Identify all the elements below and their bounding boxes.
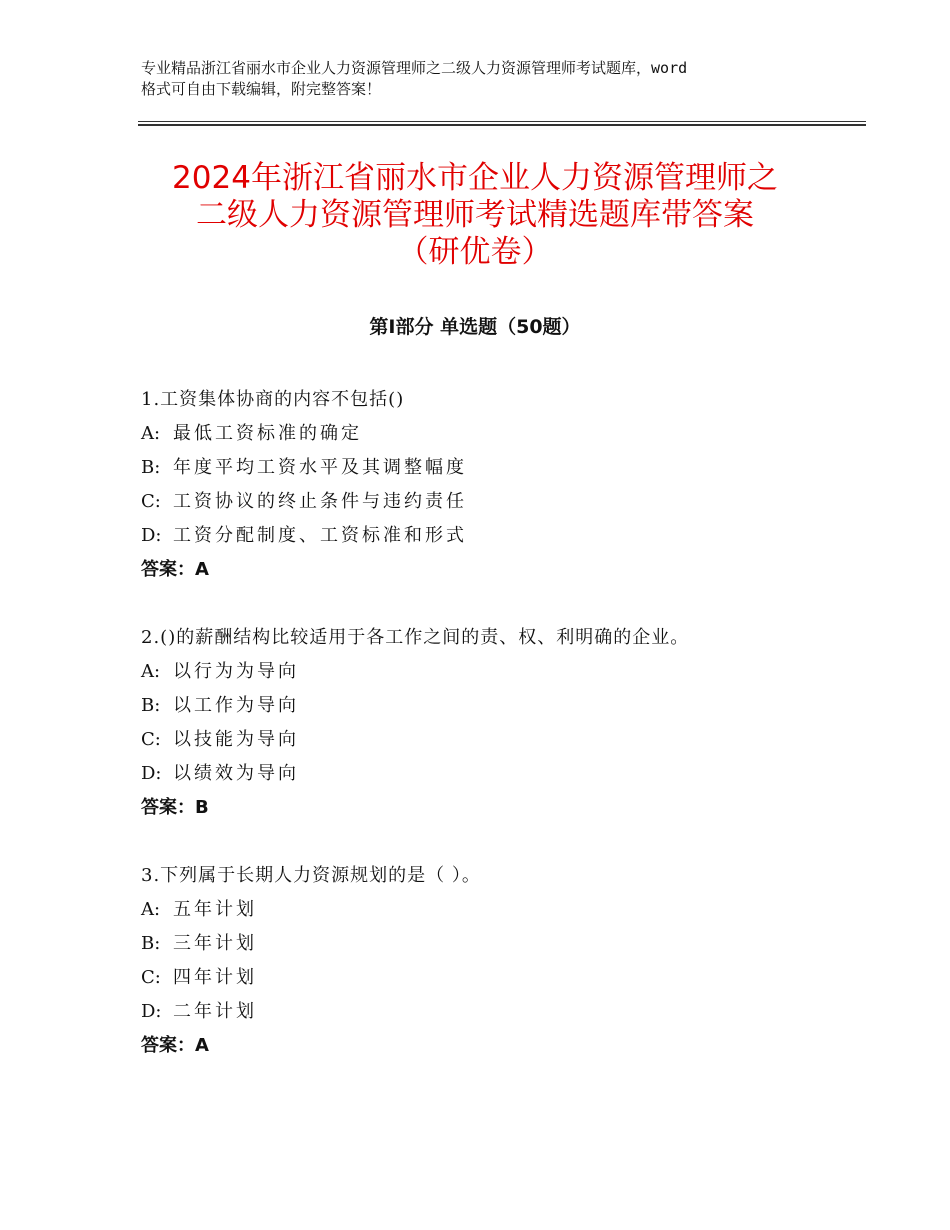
question-stem: 3.下列属于长期人力资源规划的是（ ）。	[141, 865, 481, 886]
option-d	[141, 519, 861, 553]
option-text: 工资分配制度、工资标准和形式	[173, 525, 467, 546]
option-key: A:	[141, 899, 161, 920]
answer-label: 答案：B	[141, 797, 209, 818]
option-c	[141, 723, 861, 757]
option-key: D:	[141, 1001, 162, 1022]
option-key: B:	[141, 933, 161, 954]
header-note-line-1: 专业精品浙江省丽水市企业人力资源管理师之二级人力资源管理师考试题库，word	[141, 59, 688, 77]
option-key: A:	[141, 423, 161, 444]
question-list	[141, 383, 861, 1097]
option-c	[141, 961, 861, 995]
option-key: D:	[141, 525, 162, 546]
question-stem: 1.工资集体协商的内容不包括()	[141, 389, 405, 410]
option-b	[141, 451, 861, 485]
option-a	[141, 417, 861, 451]
question-2	[141, 621, 861, 825]
option-text: 五年计划	[173, 899, 257, 920]
option-key: B:	[141, 695, 161, 716]
option-a	[141, 655, 861, 689]
question-3	[141, 859, 861, 1063]
question-1	[141, 383, 861, 587]
option-b	[141, 927, 861, 961]
option-key: C:	[141, 491, 161, 512]
option-text: 三年计划	[173, 933, 257, 954]
question-stem: 2.()的薪酬结构比较适用于各工作之间的责、权、利明确的企业。	[141, 627, 690, 648]
option-d	[141, 995, 861, 1029]
option-d	[141, 757, 861, 791]
option-text: 以行为为导向	[173, 661, 299, 682]
option-key: C:	[141, 729, 161, 750]
option-key: A:	[141, 661, 161, 682]
option-b	[141, 689, 861, 723]
option-text: 以工作为导向	[173, 695, 299, 716]
header-divider-thick	[138, 124, 866, 126]
option-text: 二年计划	[173, 1001, 257, 1022]
option-key: D:	[141, 763, 162, 784]
document-title-line-3: （研优卷）	[397, 234, 553, 270]
option-a	[141, 893, 861, 927]
option-c	[141, 485, 861, 519]
answer-label: 答案：A	[141, 1035, 209, 1056]
section-heading: 第Ⅰ部分 单选题（50题）	[369, 316, 581, 338]
option-key: C:	[141, 967, 161, 988]
option-text: 年度平均工资水平及其调整幅度	[173, 457, 467, 478]
header-note-line-2: 格式可自由下载编辑，附完整答案！	[141, 80, 382, 98]
answer-label: 答案：A	[141, 559, 209, 580]
option-text: 工资协议的终止条件与违约责任	[173, 491, 467, 512]
option-text: 以绩效为导向	[173, 763, 299, 784]
document-title-line-2: 二级人力资源管理师考试精选题库带答案	[196, 197, 754, 233]
document-title	[120, 160, 830, 271]
option-key: B:	[141, 457, 161, 478]
header-note	[141, 58, 831, 100]
option-text: 四年计划	[173, 967, 257, 988]
document-title-line-1: 2024年浙江省丽水市企业人力资源管理师之	[172, 160, 778, 196]
option-text: 最低工资标准的确定	[173, 423, 362, 444]
header-divider	[138, 121, 866, 126]
option-text: 以技能为导向	[173, 729, 299, 750]
